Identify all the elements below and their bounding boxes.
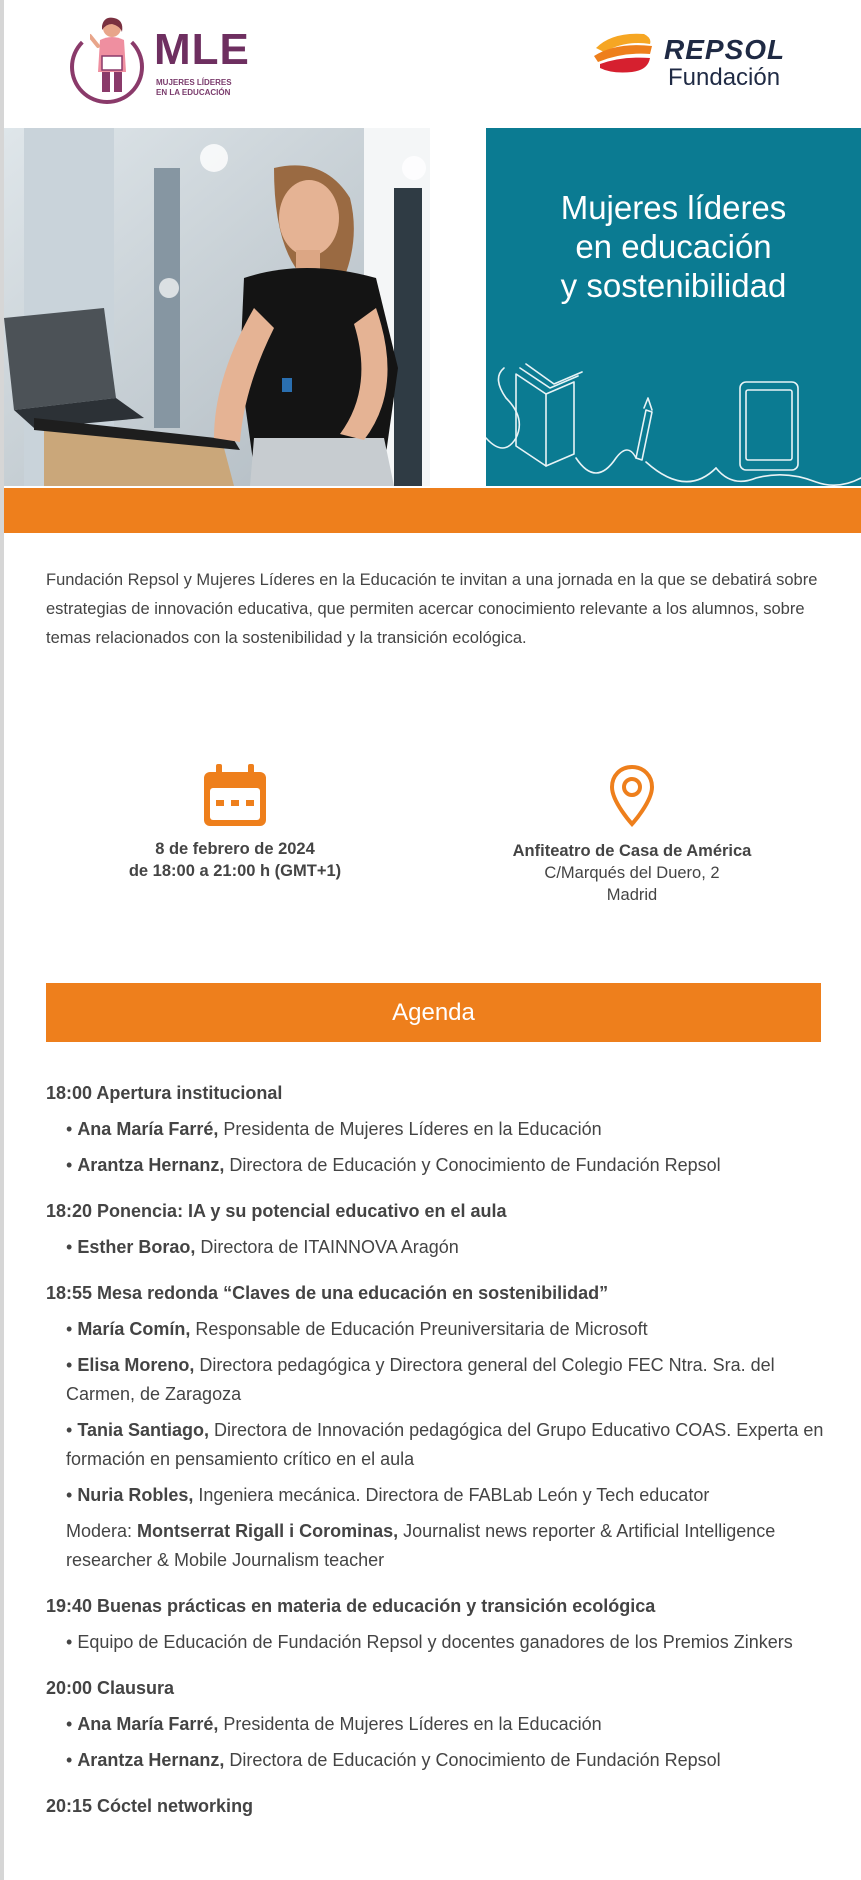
speaker-name: Tania Santiago, <box>77 1420 209 1440</box>
hero-title-panel <box>486 128 861 486</box>
agenda-speaker <box>46 1115 826 1144</box>
agenda-slot-title: 19:40 Buenas prácticas en materia de educación y transición ecológica <box>46 1596 656 1616</box>
hero-title <box>486 188 861 305</box>
agenda-speaker <box>46 1628 826 1657</box>
agenda-speaker <box>46 1315 826 1344</box>
agenda-slot-coctel <box>46 1793 826 1819</box>
agenda-speaker <box>46 1151 826 1180</box>
bullet: • <box>66 1420 78 1440</box>
agenda-speaker <box>46 1481 826 1510</box>
line-art-book-pen-tablet-icon <box>486 338 861 486</box>
mle-logo-subtitle <box>156 78 266 98</box>
speaker-name: Nuria Robles, <box>77 1485 194 1505</box>
location-pin-icon <box>609 764 655 828</box>
agenda-slot-title: 18:55 Mesa redonda “Claves de una educación en sostenibilidad” <box>46 1283 609 1303</box>
moderator-label: Modera: <box>66 1521 138 1541</box>
repsol-fundacion-logo[interactable] <box>592 26 812 96</box>
hero-orange-band <box>4 488 861 533</box>
moderator-role: Journalist news reporter & Artificial Intelligence researcher & Mobile Journalism teacher <box>66 1521 776 1570</box>
agenda-slot-buenas-practicas <box>46 1593 826 1657</box>
speaker-name: Esther Borao, <box>77 1237 196 1257</box>
agenda-slot-title: 18:00 Apertura institucional <box>46 1083 283 1103</box>
bullet: • <box>66 1632 78 1652</box>
repsol-fundacion-text: Fundación <box>668 64 781 91</box>
bullet: • <box>66 1750 78 1770</box>
mle-logo-subtitle-line2: EN LA EDUCACIÓN <box>156 88 231 97</box>
bullet: • <box>66 1714 78 1734</box>
moderator-name: Montserrat Rigall i Corominas, <box>137 1521 399 1541</box>
event-city: Madrid <box>606 886 658 904</box>
hero-photo-teacher <box>4 128 430 486</box>
event-venue: Anfiteatro de Casa de América <box>512 842 752 860</box>
bullet: • <box>66 1119 78 1139</box>
speaker-name: Arantza Hernanz, <box>77 1155 225 1175</box>
agenda-heading: Agenda <box>46 983 821 1042</box>
speaker-role: Presidenta de Mujeres Líderes en la Educación <box>218 1119 602 1139</box>
speaker-role: Directora de Educación y Conocimiento de Fundación Repsol <box>224 1750 721 1770</box>
speaker-role: Responsable de Educación Preuniversitaria de Microsoft <box>190 1319 648 1339</box>
speaker-role: Directora de ITAINNOVA Aragón <box>195 1237 459 1257</box>
mle-logo-title: MLE <box>154 25 250 74</box>
intro-paragraph: Fundación Repsol y Mujeres Líderes en la Educación te invitan a una jornada en la que se debatirá sobre estrategias de innovación educativa, que permiten acercar conocimiento relevante a los alumnos, sobre temas relacionados con la sostenibilidad y la transición ecológica. <box>46 571 818 647</box>
hero-title-line3: y sostenibilidad <box>560 267 787 304</box>
event-place-block <box>480 764 784 906</box>
calendar-icon <box>202 764 268 828</box>
agenda-list <box>46 1080 826 1837</box>
mle-logo[interactable] <box>60 14 260 106</box>
bullet: • <box>66 1237 78 1257</box>
agenda-speaker <box>46 1351 826 1409</box>
agenda-moderator <box>46 1517 826 1575</box>
speaker-role: Equipo de Educación de Fundación Repsol y docentes ganadores de los Premios Zinkers <box>77 1632 793 1652</box>
event-time: de 18:00 a 21:00 h (GMT+1) <box>128 862 342 880</box>
speaker-name: Arantza Hernanz, <box>77 1750 225 1770</box>
speaker-role: Directora de Innovación pedagógica del Grupo Educativo COAS. Experta en formación en pensamiento crítico en el aula <box>66 1420 824 1469</box>
repsol-flame-icon <box>592 30 654 74</box>
hero-title-line1: Mujeres líderes <box>560 189 787 226</box>
event-address: C/Marqués del Duero, 2 <box>544 864 720 882</box>
repsol-wordmark: REPSOL <box>664 34 786 65</box>
agenda-slot-title: 20:15 Cóctel networking <box>46 1796 254 1816</box>
event-date: 8 de febrero de 2024 <box>155 840 315 858</box>
email-header <box>0 0 861 128</box>
bullet: • <box>66 1155 78 1175</box>
agenda-speaker <box>46 1710 826 1739</box>
hero-title-line2: en educación <box>575 228 772 265</box>
hero-photo-illustration <box>4 128 430 486</box>
mle-teacher-figure-icon <box>90 16 132 94</box>
bullet: • <box>66 1319 78 1339</box>
mle-logo-subtitle-line1: MUJERES LÍDERES <box>156 78 232 87</box>
agenda-slot-clausura <box>46 1675 826 1775</box>
bullet: • <box>66 1355 78 1375</box>
event-date-block <box>100 764 370 882</box>
speaker-name: Ana María Farré, <box>77 1714 219 1734</box>
speaker-role: Presidenta de Mujeres Líderes en la Educación <box>218 1714 602 1734</box>
speaker-name: Elisa Moreno, <box>77 1355 195 1375</box>
speaker-role: Ingeniera mecánica. Directora de FABLab León y Tech educator <box>193 1485 710 1505</box>
speaker-role: Directora pedagógica y Directora general del Colegio FEC Ntra. Sra. del Carmen, de Zaragoza <box>66 1355 775 1404</box>
agenda-speaker <box>46 1416 826 1474</box>
agenda-slot-mesa-redonda <box>46 1280 826 1575</box>
speaker-name: María Comín, <box>77 1319 191 1339</box>
speaker-name: Ana María Farré, <box>77 1119 219 1139</box>
agenda-slot-apertura <box>46 1080 826 1180</box>
speaker-role: Directora de Educación y Conocimiento de Fundación Repsol <box>224 1155 721 1175</box>
agenda-speaker <box>46 1746 826 1775</box>
event-date-text <box>100 838 370 882</box>
agenda-slot-title: 20:00 Clausura <box>46 1678 175 1698</box>
agenda-slot-ponencia <box>46 1198 826 1262</box>
bullet: • <box>66 1485 78 1505</box>
agenda-slot-title: 18:20 Ponencia: IA y su potencial educativo en el aula <box>46 1201 507 1221</box>
agenda-speaker <box>46 1233 826 1262</box>
